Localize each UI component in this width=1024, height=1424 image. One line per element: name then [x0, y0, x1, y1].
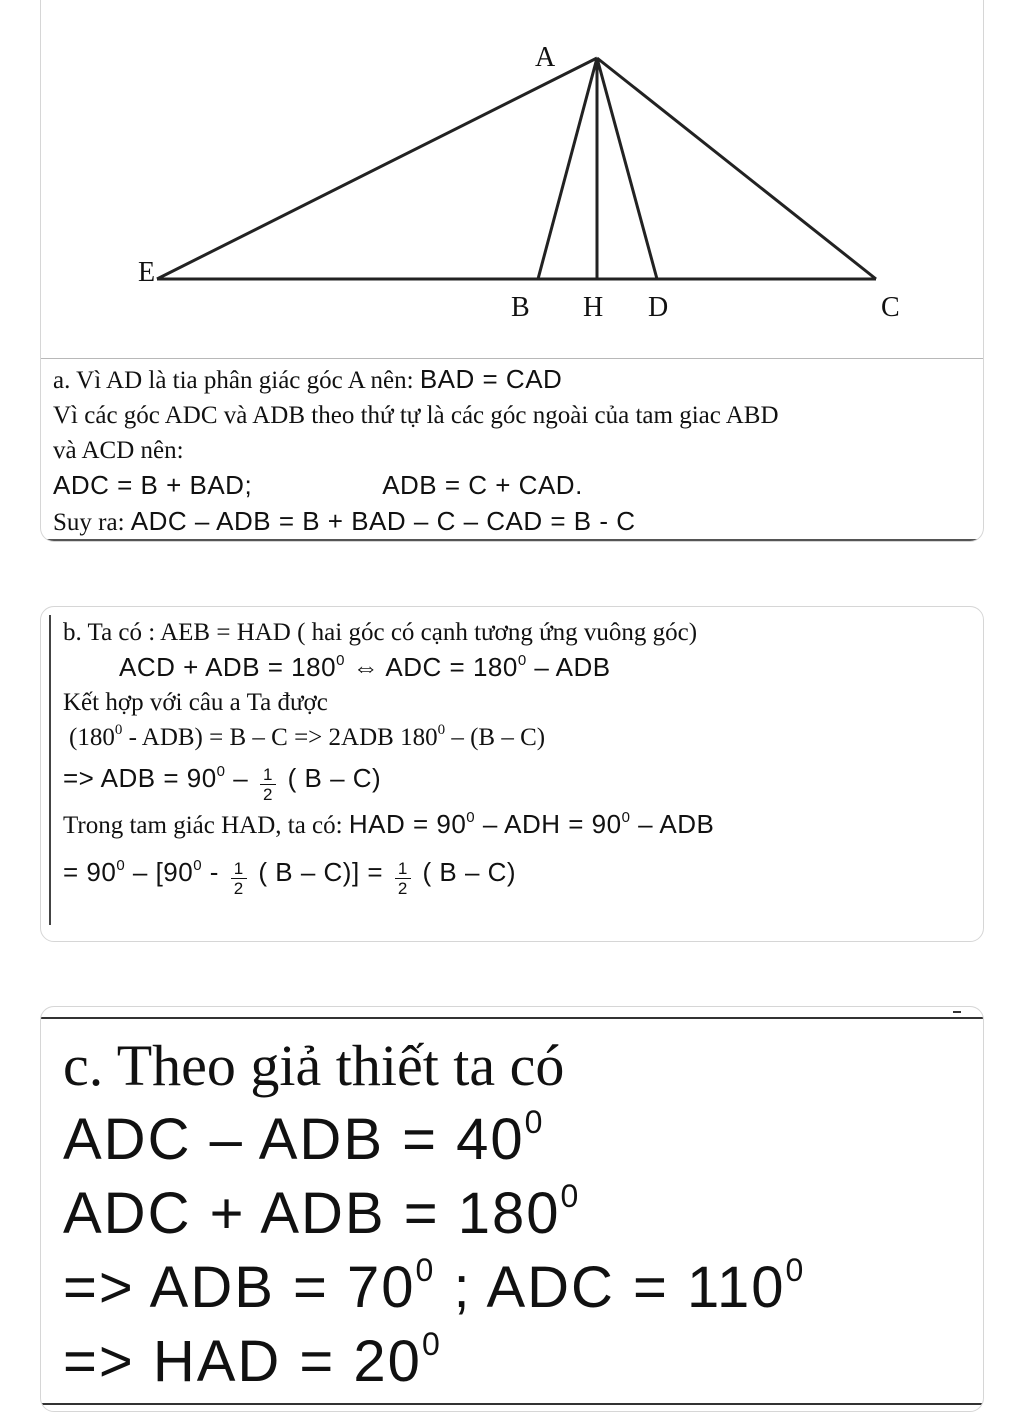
fraction-one-half: $\frac{1}{2}$: [231, 859, 247, 898]
label-D: D: [648, 292, 669, 323]
segment-AD: [597, 58, 657, 279]
part-a-card: [40, 0, 984, 542]
part-c-line-4: => ADB = $70^0$ ; ADC = $110^0$: [63, 1252, 806, 1320]
part-c-bottom-rule: [41, 1403, 983, 1405]
part-b-line-7: = $90^0 - [90^0$ - $\frac{1}{2}$ ( B – C)] = $\frac{1}{2}$ ( B – C): [63, 857, 517, 898]
part-b-card: [40, 606, 984, 942]
part-c-line-5: => HAD = $20^0$: [63, 1326, 442, 1394]
part-a-bottom-rule: [41, 539, 983, 541]
part-b-line-6: Trong tam giác HAD, ta có: HAD = $90^0$ – ADH = $90^0$ – ADB: [63, 809, 715, 839]
label-C: C: [881, 292, 900, 323]
part-a-line-3: và ACD nên:: [53, 437, 184, 464]
part-c-line-2: ADC – ADB = $40^0$: [63, 1104, 545, 1172]
part-b-text: [53, 615, 975, 898]
part-c-card: [40, 1006, 984, 1412]
segment-AC: [597, 58, 876, 279]
triangle-figure: [41, 0, 984, 358]
part-a-line-5: Suy ra: ADC – ADB = B + BAD – C – CAD = B - C: [53, 506, 636, 536]
part-c-line-1: c. Theo giả thiết ta có: [63, 1033, 565, 1098]
fraction-one-half: $\frac{1}{2}$: [260, 765, 276, 804]
figure-divider: [41, 358, 983, 359]
part-b-line-5: => ADB = $90^0$ – $\frac{1}{2}$ ( B – C): [63, 763, 382, 804]
part-a-line-2: Vì các góc ADC và ADB theo thứ tự là các góc ngoài của tam giac ABD: [53, 402, 779, 429]
label-B: B: [511, 292, 530, 323]
part-b-line-1: b. Ta có : AEB = HAD ( hai góc có cạnh tương ứng vuông góc): [63, 619, 698, 646]
part-a-text: [53, 362, 975, 540]
label-H: H: [583, 292, 604, 323]
part-c-text: [63, 1029, 975, 1399]
part-b-line-2: ACD + ADB = $180^0$ ⇔ ADC = $180^0$ – ADB: [119, 652, 611, 682]
part-a-line-4: ADC = B + BAD; ADB = C + CAD.: [53, 470, 583, 500]
fraction-one-half: $\frac{1}{2}$: [395, 859, 411, 898]
part-a-line-1: a. Vì AD là tia phân giác góc A nên: BAD = CAD: [53, 364, 563, 394]
part-b-line-3: Kết hợp với câu a Ta được: [63, 689, 328, 716]
label-E: E: [138, 257, 156, 288]
segment-AB: [538, 58, 597, 279]
label-A: A: [535, 42, 556, 73]
segment-AE: [157, 58, 597, 279]
part-c-dash-mark: [953, 1011, 961, 1013]
part-c-top-rule: [41, 1017, 983, 1019]
part-c-line-3: ADC + ADB = $180^0$: [63, 1178, 581, 1246]
part-b-left-rule: [49, 615, 51, 925]
part-b-line-4: $(180^0 - ADB) = B - C => 2ADB$ $180^0 - (B - C)$: [69, 722, 546, 751]
